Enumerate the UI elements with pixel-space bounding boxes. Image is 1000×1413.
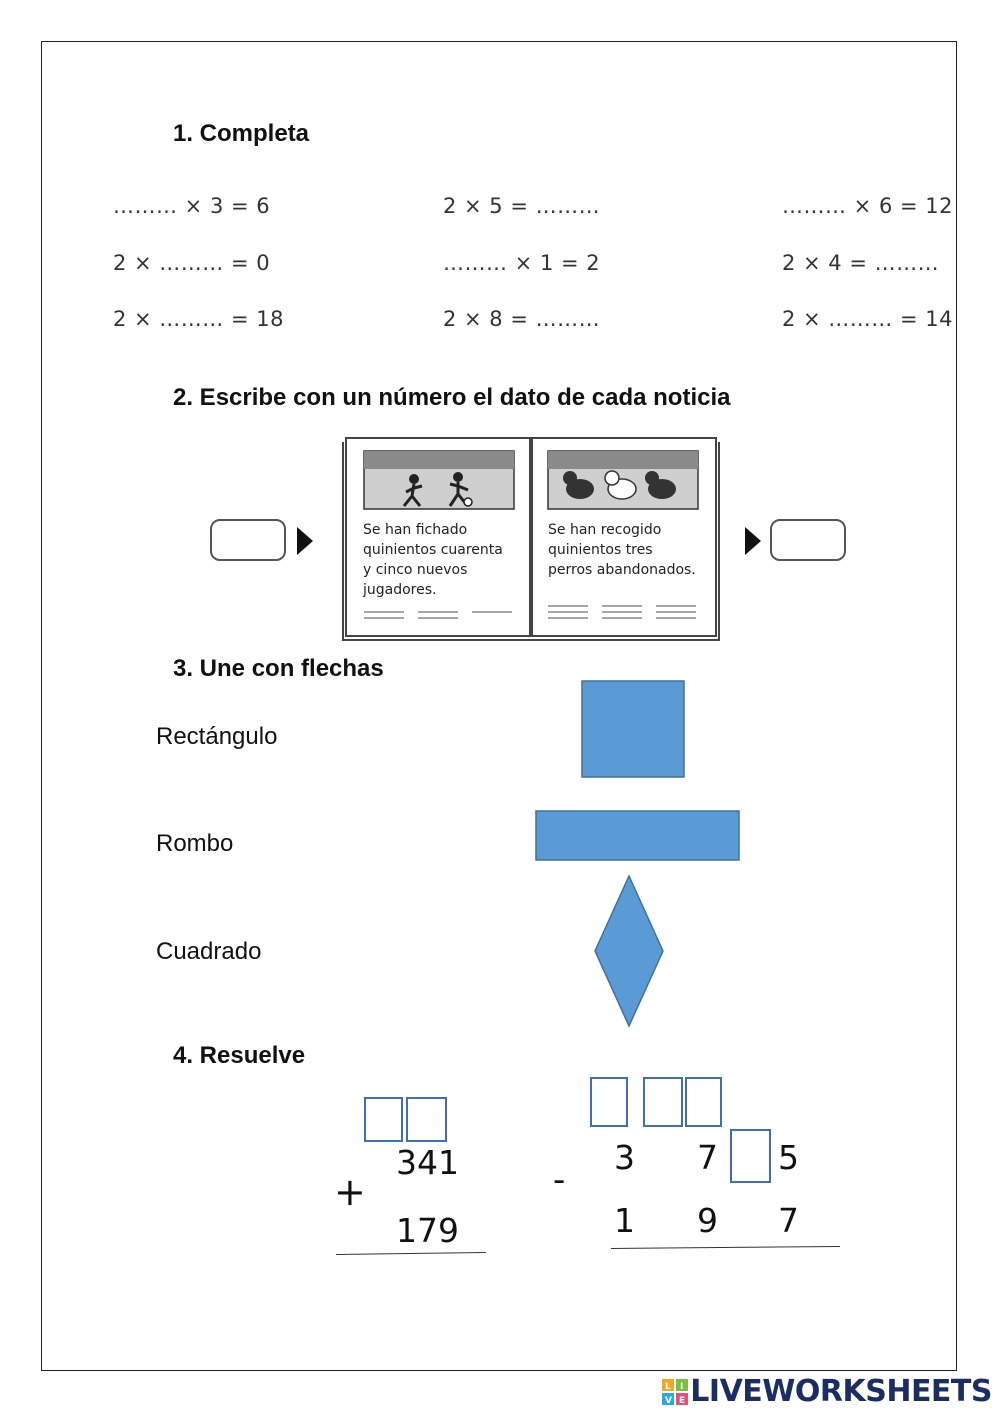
subtrahend-digit-3: 7 <box>778 1201 799 1240</box>
label-rombo: Rombo <box>156 830 234 857</box>
minus-sign: - <box>553 1160 566 1200</box>
label-rectangulo: Rectángulo <box>156 723 278 750</box>
equation-7: 2 × ……… = 18 <box>113 307 284 331</box>
equation-5: ……… × 1 = 2 <box>443 251 601 275</box>
equation-9: 2 × ……… = 14 <box>782 307 953 331</box>
liveworksheets-logo-icon <box>662 1379 688 1405</box>
logo-letter-i: I <box>680 1381 684 1392</box>
answer-box-right[interactable] <box>770 519 846 561</box>
shapes-group <box>530 676 750 1036</box>
news-text-left: Se han fichado quinientos cuarenta y cinco nuevos jugadores. <box>363 522 503 598</box>
equation-6: 2 × 4 = ……… <box>782 251 940 275</box>
equation-1: ……… × 3 = 6 <box>113 194 271 218</box>
news-text-right: Se han recogido quinientos tres perros abandonados. <box>548 522 696 578</box>
equation-8: 2 × 8 = ……… <box>443 307 601 331</box>
liveworksheets-logo <box>662 1374 992 1409</box>
logo-text: LIVEWORKSHEETS <box>690 1374 992 1409</box>
equation-2: 2 × 5 = ……… <box>443 194 601 218</box>
section4-heading: 4. Resuelve <box>173 1042 306 1069</box>
borrow-box-1[interactable] <box>590 1077 628 1127</box>
section2-heading: 2. Escribe con un número el dato de cada noticia <box>173 384 731 411</box>
minuend-digit-2: 7 <box>697 1138 718 1177</box>
addend-top: 341 <box>396 1143 459 1182</box>
worksheet-frame <box>41 41 957 1371</box>
equation-4: 2 × ……… = 0 <box>113 251 271 275</box>
square-shape[interactable] <box>582 681 684 777</box>
equation-3: ……… × 6 = 12 <box>782 194 953 218</box>
minuend-digit-3: 5 <box>778 1138 799 1177</box>
carry-box-2[interactable] <box>406 1097 447 1142</box>
section1-heading: 1. Completa <box>173 120 310 147</box>
borrow-box-3[interactable] <box>685 1077 722 1127</box>
news-book <box>340 434 722 644</box>
logo-letter-l: L <box>665 1381 671 1392</box>
plus-sign: + <box>334 1170 366 1214</box>
section3-heading: 3. Une con flechas <box>173 655 384 682</box>
arrow-right-icon <box>745 527 761 555</box>
borrow-box-4[interactable] <box>730 1129 771 1183</box>
rectangle-shape[interactable] <box>536 811 739 860</box>
carry-box-1[interactable] <box>364 1097 403 1142</box>
subtrahend-digit-1: 1 <box>614 1201 635 1240</box>
label-cuadrado: Cuadrado <box>156 938 262 965</box>
addend-bottom: 179 <box>396 1211 459 1250</box>
answer-box-left[interactable] <box>210 519 286 561</box>
logo-letter-e: E <box>679 1395 685 1405</box>
logo-letter-v: V <box>665 1395 672 1405</box>
subtrahend-digit-2: 9 <box>697 1201 718 1240</box>
arrow-right-icon <box>297 527 313 555</box>
rhombus-shape[interactable] <box>595 876 663 1026</box>
borrow-box-2[interactable] <box>643 1077 683 1127</box>
minuend-digit-1: 3 <box>614 1138 635 1177</box>
